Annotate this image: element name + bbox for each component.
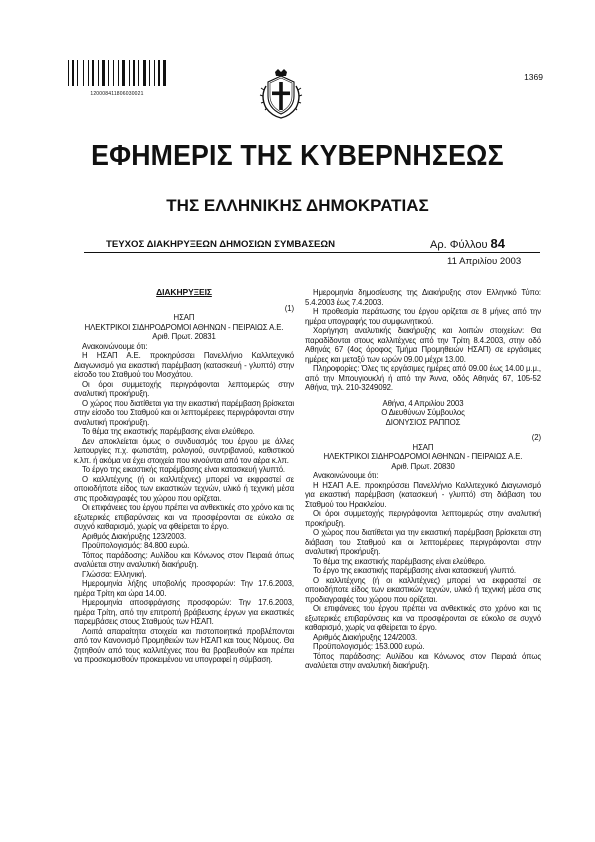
issue-date: 11 Απριλίου 2003 <box>447 256 522 267</box>
barcode-bar <box>122 60 125 86</box>
paragraph: Ο καλλιτέχνης (ή οι καλλιτέχνες) μπορεί να εκφραστεί σε οποιοδήποτε είδος των εικαστικών τεχνών, υλικό ή τεχνική μέσα στις προδιαγραφές του χώρου που ορίζεται. <box>74 474 294 503</box>
paragraph: Ο χώρος που διατίθεται για την εικαστική παρέμβαση βρίσκεται στη διάβαση του Σταθμού και οι λεπτομέρειες περιγράφονται στην αναλυτική προκήρυξη. <box>305 528 541 556</box>
barcode-bar <box>149 60 150 86</box>
paragraph: Αριθμός Διακήρυξης 123/2003. <box>82 531 187 541</box>
paragraph: Το έργο της εικαστικής παρέμβασης είναι κατασκευή γλυπτό. <box>313 566 516 575</box>
notice-number: (1) <box>284 303 294 313</box>
paragraph: Το έργο της εικαστικής παρέμβασης είναι κατασκευή γλυπτό. <box>82 465 285 474</box>
signature-date: Αθήνα, 4 Απριλίου 2003 <box>382 398 464 408</box>
paragraph: Ανακοινώνουμε ότι: <box>82 341 148 351</box>
paragraph: Πληροφορίες: Όλες τις εργάσιμες ημέρες από 09.00 έως 14.00 μ.μ., από την Μπουγιουκλή ή από την Άννα, οδός Αθηνάς 67, 105-52 Αθήνα, τηλ. 210-3249092. <box>305 364 541 392</box>
paragraph: Ο χώρος που διατίθεται για την εικαστική παρέμβαση βρίσκεται στην είσοδο του Σταθμού και οι λεπτομέρειες περιγράφονται στην αναλυτική προκήρυξη. <box>74 398 294 427</box>
barcode-bar <box>129 60 130 86</box>
barcode-bar <box>83 60 84 86</box>
paragraph: Λοιπά απαραίτητα στοιχεία και πιστοποιητικά προβλέπονται από τον Κανονισμό Προμηθειών των ΗΣΑΠ και τους Νόμους. Θα ζητηθούν από τους καλλιτέχνες που θα βραβευθούν και πρέπει να προσκομισθούν προκειμένου να υπογραφεί η σύμβαση. <box>74 626 294 664</box>
paragraph: Ημερομηνία δημοσίευσης της Διακήρυξης στον Ελληνικό Τύπο: 5.4.2003 έως 7.4.2003. <box>305 288 541 307</box>
paragraph: Το θέμα της εικαστικής παρέμβασης είναι ελεύθερο. <box>82 427 255 436</box>
paragraph: Η ΗΣΑΠ Α.Ε. προκηρύσσει Πανελλήνιο Καλλιτεχνικό Διαγωνισμό για εικαστική παρέμβαση (κατασκευή - γλυπτό) στη διάβαση του Σταθμού του Ηρακλείου. <box>305 480 541 509</box>
barcode-bar <box>154 60 155 86</box>
paragraph: Δεν αποκλείεται όμως ο συνδυασμός του έργου με άλλες λειτουργίες π.χ. φωτιστάτη, ρολογιού, συντριβανιού, καθιστικού κ.λπ. ή ακόμα να έχει στοιχεία που κινούνται από τον αέρα κ.λπ. <box>74 436 294 465</box>
barcode-bar <box>92 60 94 86</box>
issue-series: ΤΕΥΧΟΣ ΔΙΑΚΗΡΥΞΕΩΝ ΔΗΜΟΣΙΩΝ ΣΥΜΒΑΣΕΩΝ <box>106 239 335 250</box>
paragraph: Οι όροι συμμετοχής περιγράφονται λεπτομερώς στην αναλυτική προκήρυξη. <box>305 509 541 528</box>
paragraph: Χορήγηση αναλυτικής διακήρυξης και λοιπών στοιχείων: Θα παραδίδονται στους καλλιτέχνες από την Τρίτη 8.4.2003, στην οδό Αθηνάς 67 (4ος όροφος Τμήμα Προμηθειών ΗΣΑΠ) σε εργάσιμες ημέρες και μεταξύ των ωρών 09.00 μέχρι 13.00. <box>305 326 541 364</box>
signature-name: ΔΙΟΝΥΣΙΟΣ ΡΑΠΠΟΣ <box>385 417 461 427</box>
gazette-title: ΕΦΗΜΕΡΙΣ ΤΗΣ ΚΥΒΕΡΝΗΣΕΩΣ <box>91 140 504 172</box>
barcode-bar <box>118 60 119 86</box>
barcode-bar <box>77 60 78 86</box>
paragraph: Προϋπολογισμός: 84.800 ευρώ. <box>82 541 190 550</box>
paragraph: Ημερομηνία αποσφράγισης προσφορών: Την 17.6.2003, ημέρα Τρίτη, από την επιτροπή βράβευσης έργων για εικαστικές παρεμβάσεις στους Σταθμούς των ΗΣΑΠ. <box>74 598 294 626</box>
paragraph: Αριθμός Διακήρυξης 124/2003. <box>313 632 418 642</box>
barcode-bar <box>133 60 135 86</box>
paragraph: Οι επιφάνειες του έργου πρέπει να ανθεκτικές στο χρόνο και τις εξωτερικές επιβαρύνσεις και να προσφέρονται σε εύκολο σε συχνό καθαρισμό, χωρίς να φθείρεται το έργο. <box>74 503 294 531</box>
barcode-bar <box>143 60 146 86</box>
barcode-bar <box>113 60 114 86</box>
barcode-bar <box>72 60 74 86</box>
notice-org: ΗΣΑΠ <box>173 313 195 322</box>
paragraph: Το θέμα της εικαστικής παρέμβασης είναι ελεύθερο. <box>313 556 486 566</box>
sheet-number-value: 84 <box>490 236 505 251</box>
paragraph: Προϋπολογισμός: 153.000 ευρώ. <box>313 642 425 651</box>
paragraph: Η ΗΣΑΠ Α.Ε. προκηρύσσει Πανελλήνιο Καλλιτεχνικό Διαγωνισμό για εικαστική παρέμβαση (κατασκευή - γλυπτό) στην είσοδο του Σταθμού του Μοσχάτου. <box>74 351 294 379</box>
barcode-bar <box>158 60 160 86</box>
coat-of-arms-icon <box>258 66 304 120</box>
barcode-bar <box>138 60 139 86</box>
barcode-bar <box>163 60 166 86</box>
notice-org-full: ΗΛΕΚΤΡΙΚΟΙ ΣΙΔΗΡΟΔΡΟΜΟΙ ΑΘΗΝΩΝ - ΠΕΙΡΑΙΩΣ Α.Ε. <box>84 322 284 332</box>
header-divider <box>84 252 540 253</box>
section-heading: ΔΙΑΚΗΡΥΞΕΙΣ <box>156 287 212 297</box>
left-column <box>74 288 294 665</box>
barcode-bar <box>98 60 99 86</box>
sheet-number <box>430 236 505 251</box>
paragraph: Οι όροι συμμετοχής περιγράφονται λεπτομερώς στην αναλυτική προκήρυξη. <box>74 379 294 398</box>
paragraph: Ο καλλιτέχνης (ή οι καλλιτέχνες) μπορεί να εκφραστεί σε οποιοδήποτε είδος των εικαστικών τεχνών, υλικό ή τεχνική μέσα στις προδιαγραφές του χώρου που ορίζεται. <box>305 575 541 604</box>
sheet-label: Αρ. Φύλλου <box>430 239 488 251</box>
paragraph: Η προθεσμία περάτωσης του έργου ορίζεται σε 8 μήνες από την ημέρα υπογραφής του συμφωνητικού. <box>305 307 541 326</box>
signature-role: Ο Διευθύνων Σύμβουλος <box>381 408 465 417</box>
paragraph: Γλώσσα: Ελληνική. <box>82 569 147 579</box>
notice-number: (2) <box>531 433 541 442</box>
notice-protocol: Αριθ. Πρωτ. 20830 <box>391 461 455 471</box>
barcode-bar <box>108 60 109 86</box>
barcode-bar <box>68 60 69 86</box>
paragraph: Ανακοινώνουμε ότι: <box>313 471 379 480</box>
paragraph: Τόπος παράδοσης: Αυλίδου και Κόνωνος στον Πειραιά όπως αναλύεται στην αναλυτική διακήρυξη. <box>305 651 541 670</box>
page-number: 1369 <box>524 72 543 82</box>
gazette-subtitle: ΤΗΣ ΕΛΛΗΝΙΚΗΣ ΔΗΜΟΚΡΑΤΙΑΣ <box>166 196 429 215</box>
paragraph: Οι επιφάνειες του έργου πρέπει να ανθεκτικές στο χρόνο και τις εξωτερικές επιβαρύνσεις και να προσφέρονται σε εύκολο σε συχνό καθαρισμό, χωρίς να φθείρεται το έργο. <box>305 604 541 632</box>
right-column <box>305 288 541 671</box>
paragraph: Ημερομηνία λήξης υποβολής προσφορών: Την 17.6.2003, ημέρα Τρίτη και ώρα 14.00. <box>74 579 294 598</box>
barcode-number: 120008411806030021 <box>90 91 144 97</box>
barcode <box>68 60 164 94</box>
paragraph: Τόπος παράδοσης: Αυλίδου και Κόνωνος στον Πειραιά όπως αναλύεται στην αναλυτική διακήρυξη. <box>74 550 294 569</box>
notice-protocol: Αριθ. Πρωτ. 20831 <box>152 332 216 341</box>
notice-org-full: ΗΛΕΚΤΡΙΚΟΙ ΣΙΔΗΡΟΔΡΟΜΟΙ ΑΘΗΝΩΝ - ΠΕΙΡΑΙΩΣ Α.Ε. <box>323 452 523 461</box>
notice-org: ΗΣΑΠ <box>412 442 434 452</box>
barcode-bar <box>88 60 89 86</box>
barcode-bar <box>102 60 105 86</box>
